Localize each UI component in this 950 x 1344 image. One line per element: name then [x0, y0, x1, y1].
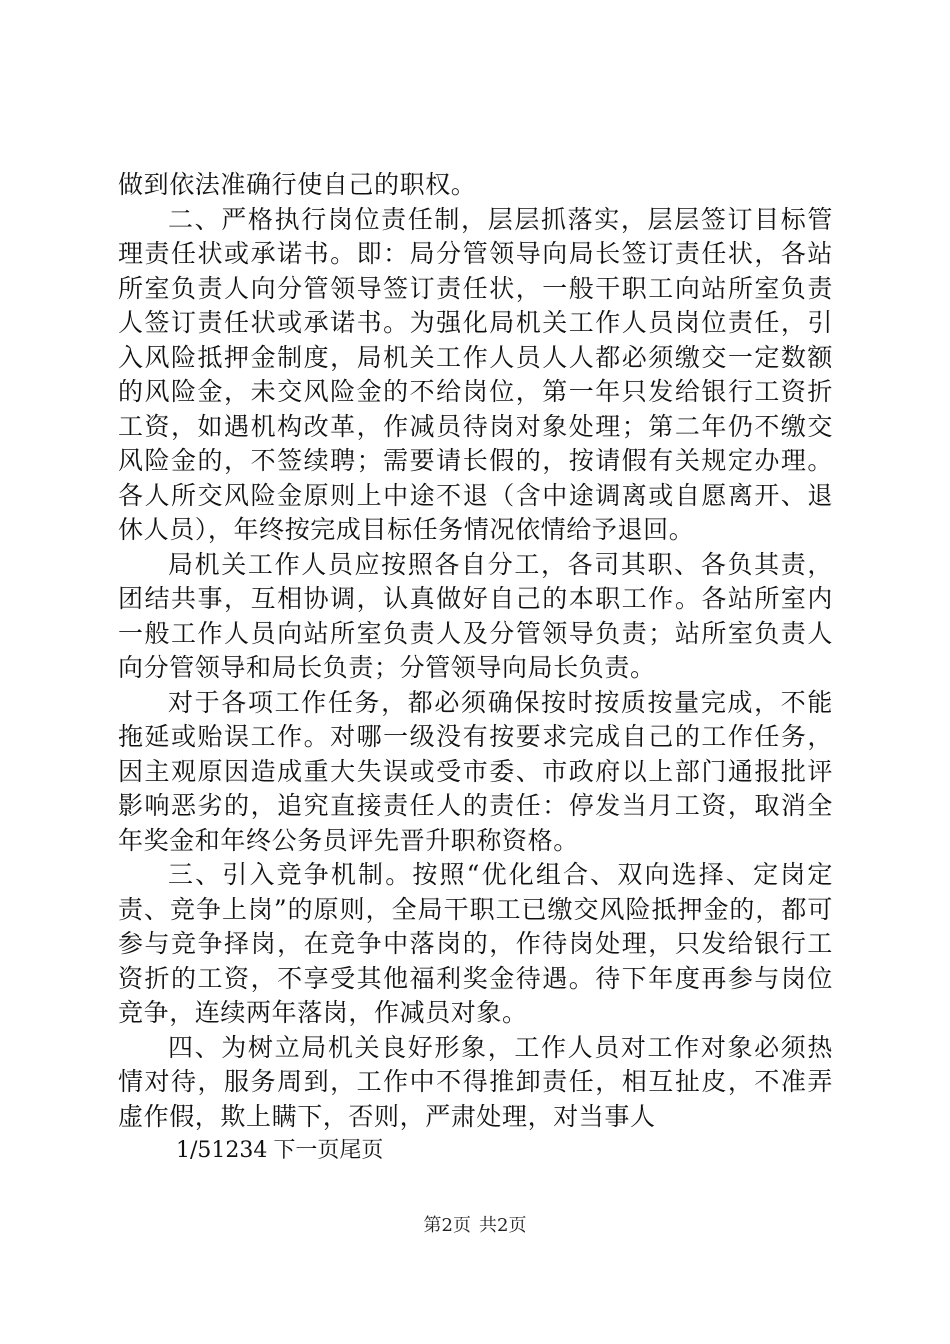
pagination [118, 1134, 833, 1169]
page-number-links[interactable]: 1234 [211, 1138, 268, 1163]
last-page-link[interactable]: 尾页 [339, 1138, 384, 1163]
paragraph-5: 三、引入竞争机制。按照“优化组合、双向选择、定岗定责、竞争上岗”的原则，全局干职工已缴交风险抵押金的，都可参与竞争择岗，在竞争中落岗的，作待岗处理，只发给银行工资折的工资，不享受其他福利奖金待遇。待下年度再参与岗位竞争，连续两年落岗，作减员对象。 [118, 860, 833, 1027]
next-page-link[interactable]: 下一页 [273, 1138, 340, 1163]
document-body [118, 168, 833, 1169]
footer-total-pages: 共2页 [479, 1215, 527, 1236]
footer-current-page: 第2页 [423, 1215, 471, 1236]
paragraph-6: 四、为树立局机关良好形象，工作人员对工作对象必须热情对待，服务周到，工作中不得推卸责任，相互扯皮，不准弄虚作假，欺上瞒下，否则，严肃处理，对当事人 [118, 1032, 833, 1131]
page-indicator: 1/5 [176, 1138, 212, 1163]
paragraph-4: 对于各项工作任务，都必须确保按时按质按量完成，不能拖延或贻误工作。对哪一级没有按要求完成自己的工作任务，因主观原因造成重大失误或受市委、市政府以上部门通报批评影响恶劣的，追究直接责任人的责任：停发当月工资，取消全年奖金和年终公务员评先晋升职称资格。 [118, 687, 833, 855]
page-footer [0, 1214, 950, 1238]
paragraph-3: 局机关工作人员应按照各自分工，各司其职、各负其责，团结共事，互相协调，认真做好自己的本职工作。各站所室内一般工作人员向站所室负责人及分管领导负责；站所室负责人向分管领导和局长负责；分管领导向局长负责。 [118, 549, 833, 682]
paragraph-1: 做到依法准确行使自己的职权。 [118, 170, 477, 199]
paragraph-2: 二、严格执行岗位责任制，层层抓落实，层层签订目标管理责任状或承诺书。即：局分管领导向局长签订责任状，各站所室负责人向分管领导签订责任状，一般干职工向站所室负责人签订责任状或承诺书。为强化局机关工作人员岗位责任，引入风险抵押金制度，局机关工作人员人人都必须缴交一定数额的风险金，未交风险金的不给岗位，第一年只发给银行工资折工资，如遇机构改革，作减员待岗对象处理；第二年仍不缴交风险金的，不签续聘；需要请长假的，按请假有关规定办理。各人所交风险金原则上中途不退（含中途调离或自愿离开、退休人员），年终按完成目标任务情况依情给予退回。 [118, 204, 833, 544]
